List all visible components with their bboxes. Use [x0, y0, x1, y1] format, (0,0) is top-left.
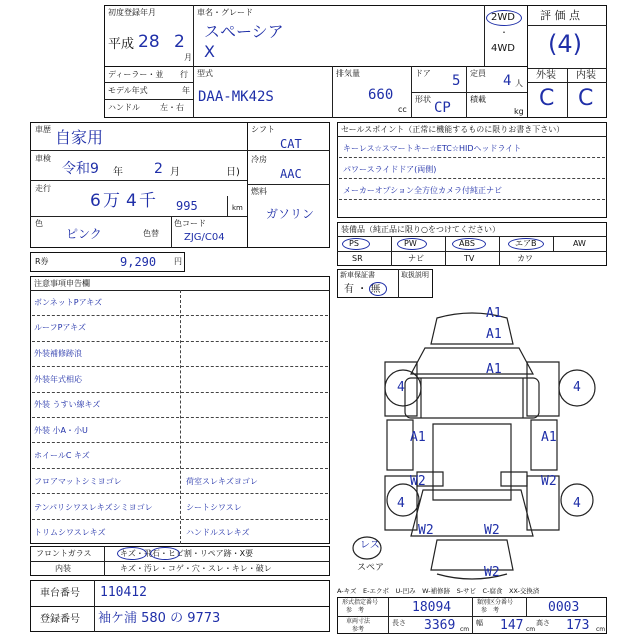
category-value: 0003 [548, 600, 580, 615]
note-item: 外装年式相応 [34, 375, 82, 384]
exterior-score: C [539, 86, 555, 111]
displacement-label: 排気量 [336, 69, 360, 78]
inspection-year-unit: 年 [113, 167, 123, 178]
len-value: 3369 [424, 618, 456, 633]
dim-label: 車両寸法 [346, 618, 371, 625]
damage-mark: 4 [573, 496, 581, 511]
model-year-label: モデル年式 [108, 86, 148, 95]
displacement-unit: cc [398, 105, 407, 114]
model-year-unit: 年 [182, 86, 190, 95]
glass-chip-circle [150, 547, 180, 560]
width-label: 幅 [476, 619, 483, 627]
notes-row-divider [32, 341, 328, 342]
score-value: (4) [548, 30, 582, 58]
displacement-value: 660 [368, 87, 394, 103]
notes-row-divider [32, 519, 328, 520]
spare-label: スペア [357, 563, 385, 573]
mileage-man-unit: 万 [103, 191, 120, 211]
note-item: フロアマットシミヨゴレ [34, 477, 122, 486]
shape-label: 形状 [415, 95, 431, 104]
drive-4wd: 4WD [491, 43, 515, 54]
equip-navi: ナビ [408, 254, 424, 263]
door-label: ドア [415, 69, 431, 78]
damage-mark: A1 [410, 430, 426, 445]
sales-point-line: メーカーオプション全方位カメラ付純正ナビ [343, 186, 502, 195]
inspection-era: 令和9 [62, 161, 99, 177]
color-label: 色 [35, 219, 43, 228]
height-value: 173 [566, 618, 590, 633]
damage-mark: A1 [486, 327, 502, 342]
note-item: トリムシワスレキズ [34, 528, 106, 537]
damage-mark: 4 [397, 380, 405, 395]
inspection-month-unit: 月 [170, 167, 180, 178]
handle-value: 左・右 [160, 103, 184, 112]
damage-mark: W2 [541, 474, 557, 489]
mileage-man: 6 [90, 191, 101, 211]
inspection-label: 車検 [35, 154, 51, 163]
notes-row-divider [32, 315, 328, 316]
sales-point-line: キーレス☆スマートキー☆ETC☆HIDヘッドライト [343, 144, 522, 153]
equip-pw: PW [404, 239, 417, 248]
notes-row-divider [32, 442, 328, 443]
note-item: テンパリシワスレキズシミヨゴレ [34, 503, 153, 512]
note-item: ボンネットPアキズ [34, 298, 103, 307]
note-item: ルーフPアキズ [34, 323, 86, 332]
type-value: DAA-MK42S [198, 89, 274, 105]
interior-text: キズ・汚レ・コゲ・穴・スレ・キレ・破レ [120, 564, 272, 573]
notes-row-divider [32, 417, 328, 418]
ac-value: AAC [280, 167, 302, 181]
sales-point-line: パワースライドドア(両側) [343, 165, 437, 174]
dim-label2: 参考 [352, 626, 365, 633]
width-unit: cm [526, 626, 536, 633]
damage-mark: 4 [397, 496, 405, 511]
handle-label: ハンドル [108, 103, 140, 112]
color-value: ピンク [66, 227, 102, 241]
notes-row-divider [32, 366, 328, 367]
damage-mark: W2 [410, 474, 426, 489]
category-label: 類別区分番号 [477, 599, 514, 606]
notes-label: 注意事項申告欄 [34, 279, 90, 288]
mileage-unit: km [232, 204, 243, 212]
mileage-rest: 995 [176, 199, 198, 213]
reg-year: 28 [138, 32, 160, 52]
note-item: 外装補修跡浪 [34, 349, 82, 358]
equip-abs: ABS [459, 239, 475, 248]
reg-label: 初度登録年月 [108, 8, 156, 17]
category-label2: 参 考 [481, 607, 500, 614]
sales-points-label: セールスポイント（正常に機能するものに限りお書き下さい） [341, 125, 565, 134]
legend: A-キズ E-エクボ U-凹み W-補修跡 S-サビ C-腐食 XX-交換済 [337, 587, 540, 595]
equipment-label: 装備品（純正品に限り○をつけてください） [341, 225, 500, 234]
warranty-none-circle [369, 282, 387, 296]
equip-aw: AW [573, 239, 586, 248]
reg-no-label: 登録番号 [40, 614, 80, 625]
reg-month: 2 [174, 32, 185, 52]
note-item: 荷室スレキズヨゴレ [186, 477, 258, 486]
height-unit: cm [596, 626, 606, 633]
note-item: ホイールC キズ [34, 451, 90, 460]
damage-mark: 4 [573, 380, 581, 395]
glass-scratch-circle [117, 547, 147, 560]
capacity-value: 4 [503, 73, 512, 89]
interior-label: 内装 [55, 564, 71, 573]
spare-tag-les: レス [360, 540, 380, 551]
dealer-suffix: 行 [180, 70, 188, 79]
manual-label: 取扱説明 [401, 271, 429, 279]
capacity-label: 定員 [470, 69, 486, 78]
recycle-value: 9,290 [120, 255, 157, 269]
width-value: 147 [500, 618, 524, 633]
format-label2: 参 考 [346, 607, 365, 614]
damage-mark: W2 [484, 565, 500, 580]
interior-score: C [578, 86, 594, 111]
equip-sr: SR [352, 254, 363, 263]
name-label: 車名・グレード [197, 8, 253, 17]
chassis-value: 110412 [100, 585, 147, 600]
history-label: 車歴 [35, 125, 51, 134]
mileage-sen: 4 [126, 191, 137, 211]
damage-mark: W2 [484, 523, 500, 538]
dealer-label: ディーラー・並 [108, 70, 164, 79]
type-label: 型式 [197, 69, 213, 78]
car-grade: X [204, 42, 215, 61]
color-code-value: ZJG/C04 [184, 232, 225, 243]
load-unit: kg [514, 107, 524, 116]
color-tone-label: 色替 [143, 229, 159, 238]
len-label: 長さ [392, 619, 406, 627]
glass-text: キズ・飛石・ヒビ割・リペア跡・X要 [120, 549, 254, 558]
reg-no-value: 袖ケ浦 580 の 9773 [98, 611, 221, 626]
recycle-label: R券 [35, 257, 49, 266]
glass-label: フロントガラス [36, 549, 92, 558]
format-value: 18094 [412, 600, 452, 615]
note-item: シートシワスレ [186, 503, 242, 512]
damage-mark: A1 [541, 430, 557, 445]
shift-label: シフト [251, 125, 275, 134]
height-label: 高さ [536, 619, 550, 627]
mileage-sen-unit: 千 [139, 191, 156, 211]
note-item: 外装 うすい線キズ [34, 400, 101, 409]
interior-label: 内装 [576, 70, 596, 81]
chassis-label: 車台番号 [40, 588, 80, 599]
mileage-label: 走行 [35, 184, 51, 193]
fuel-label: 燃料 [251, 187, 267, 196]
ac-label: 冷房 [251, 155, 267, 164]
shape-value: CP [434, 100, 451, 116]
format-label: 形式指定番号 [342, 599, 379, 606]
inspection-day-unit: 日) [226, 167, 240, 178]
shift-value: CAT [280, 137, 302, 151]
door-value: 5 [452, 73, 461, 89]
history-value: 自家用 [55, 128, 104, 147]
notes-row-divider [32, 392, 328, 393]
damage-mark: A1 [486, 362, 502, 377]
capacity-unit: 人 [515, 79, 523, 88]
len-unit: cm [460, 626, 470, 633]
equip-tv: TV [464, 254, 475, 263]
exterior-label: 外装 [536, 70, 556, 81]
header-box [104, 5, 607, 118]
warranty-values: 有 ・ 無 [344, 284, 381, 295]
inspection-month: 2 [154, 161, 163, 177]
notes-row-divider [32, 493, 328, 494]
note-item: ハンドルスレキズ [186, 528, 250, 537]
damage-mark: A1 [486, 306, 502, 321]
equip-leather: カワ [517, 254, 533, 263]
equip-ps: PS [349, 239, 359, 248]
drive-2wd: 2WD [491, 12, 515, 23]
damage-mark: W2 [418, 523, 434, 538]
notes-row-divider [32, 468, 328, 469]
recycle-box [30, 252, 185, 272]
load-label: 積載 [470, 95, 486, 104]
fuel-value: ガソリン [266, 207, 315, 221]
score-label: 評 価 点 [540, 9, 580, 22]
equip-airbag: エアB [515, 239, 537, 248]
reg-era: 平成 [108, 37, 135, 52]
color-code-label: 色コード [174, 219, 206, 228]
note-item: 外装 小A・小U [34, 426, 88, 435]
drive-dot: ・ [500, 28, 508, 37]
reg-month-unit: 月 [184, 53, 192, 62]
recycle-unit: 円 [174, 257, 182, 266]
car-name: スペーシア [204, 22, 284, 41]
warranty-label: 新車保証書 [340, 271, 375, 279]
